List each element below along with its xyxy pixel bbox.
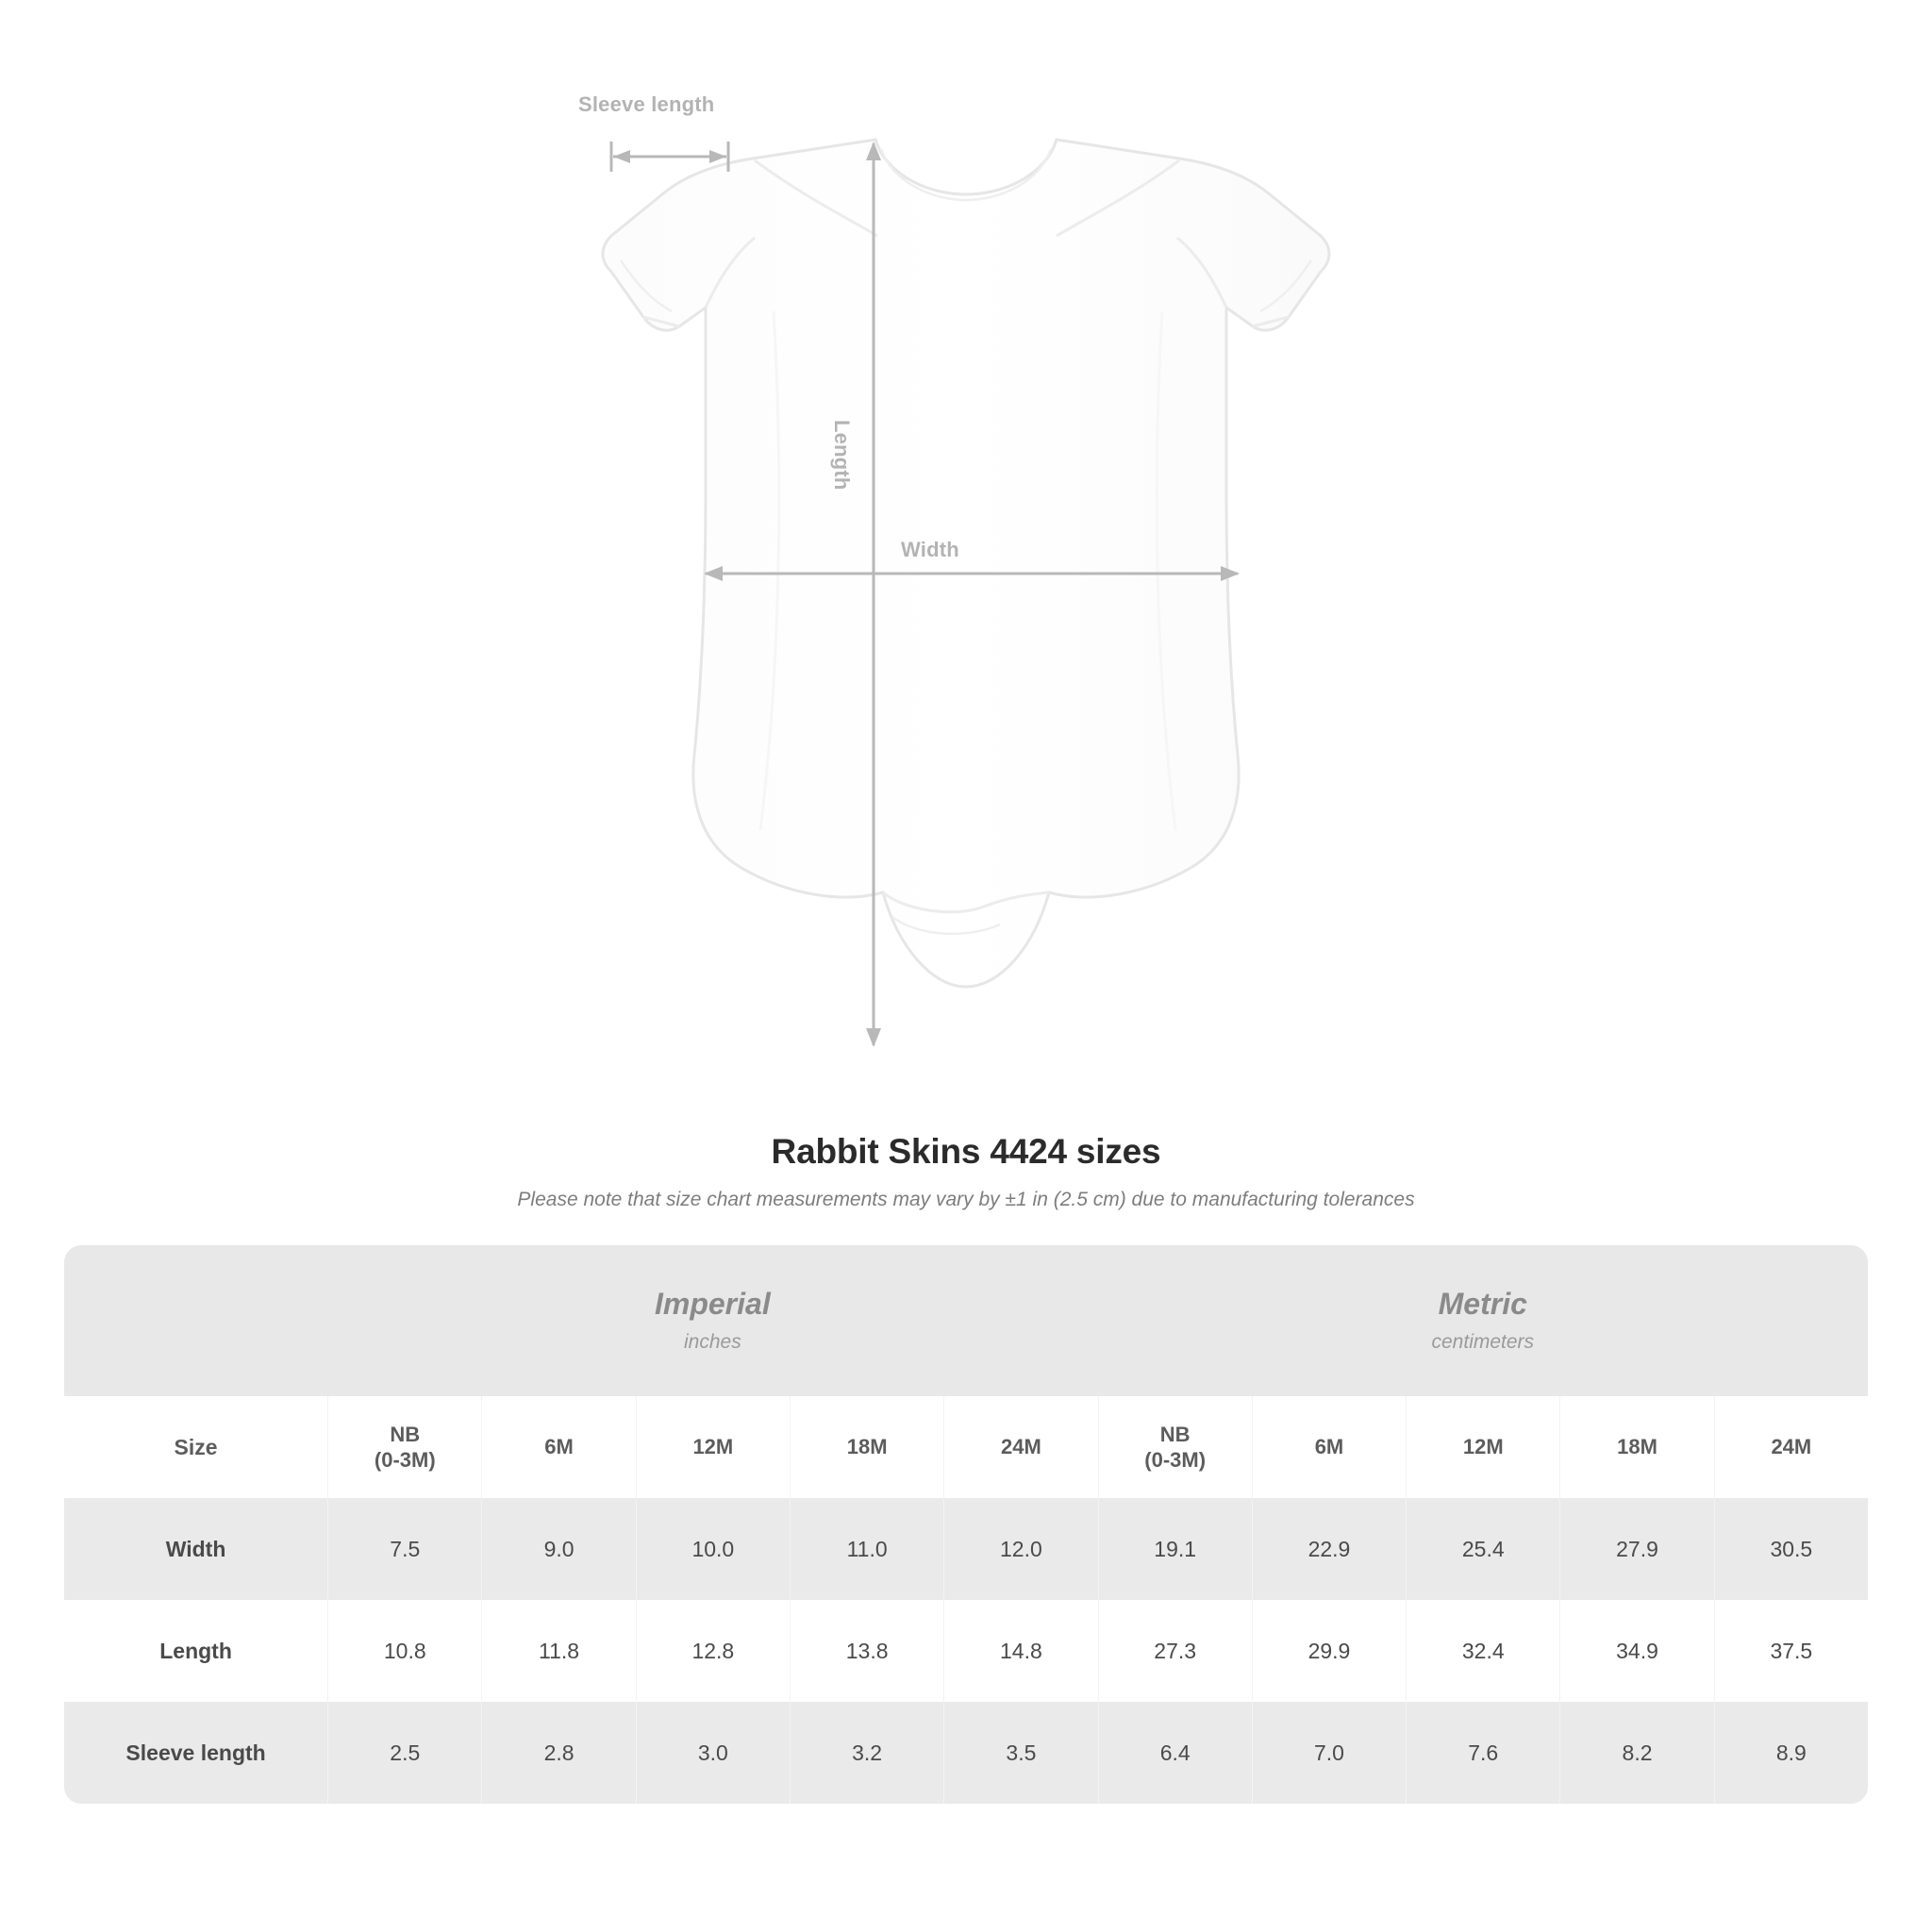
cell-sleeve-nb-imperial: 2.5 <box>327 1702 481 1804</box>
cell-length-6m-imperial: 11.8 <box>481 1600 635 1702</box>
system-name-metric: Metric <box>1438 1287 1527 1322</box>
column-header-6m-metric <box>1252 1396 1406 1498</box>
cell-length-24m-imperial: 14.8 <box>943 1600 1097 1702</box>
cell-width-12m-metric: 25.4 <box>1406 1498 1559 1600</box>
system-header-imperial <box>327 1245 1097 1396</box>
cell-width-24m-imperial: 12.0 <box>943 1498 1097 1600</box>
row-header-width: Width <box>64 1498 327 1600</box>
cell-width-6m-metric: 22.9 <box>1252 1498 1406 1600</box>
cell-length-24m-metric: 37.5 <box>1714 1600 1868 1702</box>
table-row <box>64 1498 1868 1600</box>
cell-length-nb-imperial: 10.8 <box>327 1600 481 1702</box>
system-name-imperial: Imperial <box>654 1287 771 1322</box>
dimension-label-sleeve-length: Sleeve length <box>578 92 715 116</box>
cell-sleeve-18m-metric: 8.2 <box>1559 1702 1713 1804</box>
table-row <box>64 1702 1868 1804</box>
size-sub: (0-3M) <box>374 1448 436 1472</box>
dimension-label-length: Length <box>830 420 854 491</box>
table-row <box>64 1600 1868 1702</box>
column-header-24m-imperial <box>943 1396 1097 1498</box>
cell-sleeve-24m-metric: 8.9 <box>1714 1702 1868 1804</box>
cell-width-24m-metric: 30.5 <box>1714 1498 1868 1600</box>
row-header-length: Length <box>64 1600 327 1702</box>
column-header-18m-metric <box>1559 1396 1713 1498</box>
cell-sleeve-6m-imperial: 2.8 <box>481 1702 635 1804</box>
size-table <box>64 1245 1868 1804</box>
cell-sleeve-nb-metric: 6.4 <box>1098 1702 1252 1804</box>
cell-sleeve-18m-imperial: 3.2 <box>790 1702 943 1804</box>
cell-length-nb-metric: 27.3 <box>1098 1600 1252 1702</box>
cell-sleeve-12m-metric: 7.6 <box>1406 1702 1559 1804</box>
cell-sleeve-6m-metric: 7.0 <box>1252 1702 1406 1804</box>
cell-width-18m-metric: 27.9 <box>1559 1498 1713 1600</box>
size-main: 12M <box>1462 1435 1504 1459</box>
tolerance-note: Please note that size chart measurements may vary by ±1 in (2.5 cm) due to manufacturing tolerances <box>517 1189 1415 1210</box>
dimension-label-width: Width <box>901 538 959 561</box>
column-header-6m-imperial <box>481 1396 635 1498</box>
table-system-header-row <box>64 1245 1868 1396</box>
size-main: 24M <box>1771 1435 1812 1459</box>
row-header-sleeve-length: Sleeve length <box>64 1702 327 1804</box>
system-header-spacer <box>64 1245 327 1396</box>
column-header-nb-metric <box>1098 1396 1252 1498</box>
size-main: 6M <box>1314 1435 1344 1459</box>
cell-length-12m-metric: 32.4 <box>1406 1600 1559 1702</box>
cell-sleeve-24m-imperial: 3.5 <box>943 1702 1097 1804</box>
column-header-nb-imperial <box>327 1396 481 1498</box>
size-main: 24M <box>1001 1435 1041 1459</box>
column-header-size: Size <box>64 1396 327 1498</box>
cell-length-6m-metric: 29.9 <box>1252 1600 1406 1702</box>
cell-sleeve-12m-imperial: 3.0 <box>636 1702 790 1804</box>
size-main: 12M <box>692 1435 734 1459</box>
size-sub: (0-3M) <box>1144 1448 1207 1472</box>
cell-width-nb-imperial: 7.5 <box>327 1498 481 1600</box>
size-main: 18M <box>1617 1435 1657 1459</box>
cell-width-18m-imperial: 11.0 <box>790 1498 943 1600</box>
cell-length-12m-imperial: 12.8 <box>636 1600 790 1702</box>
system-unit-imperial: inches <box>683 1330 741 1353</box>
column-header-24m-metric <box>1714 1396 1868 1498</box>
system-unit-metric: centimeters <box>1431 1330 1535 1353</box>
size-main: NB <box>1159 1422 1191 1446</box>
size-main: NB <box>390 1422 421 1446</box>
title-block <box>0 1132 1932 1211</box>
cell-width-12m-imperial: 10.0 <box>636 1498 790 1600</box>
size-main: 6M <box>544 1435 574 1459</box>
cell-width-6m-imperial: 9.0 <box>481 1498 635 1600</box>
cell-length-18m-imperial: 13.8 <box>790 1600 943 1702</box>
size-table-container <box>64 1245 1868 1804</box>
size-main: 18M <box>846 1435 888 1459</box>
page-title: Rabbit Skins 4424 sizes <box>771 1132 1161 1171</box>
cell-length-18m-metric: 34.9 <box>1559 1600 1713 1702</box>
system-header-metric <box>1098 1245 1868 1396</box>
table-size-header-row <box>64 1396 1868 1498</box>
column-header-12m-metric <box>1406 1396 1559 1498</box>
cell-width-nb-metric: 19.1 <box>1098 1498 1252 1600</box>
column-header-18m-imperial <box>790 1396 943 1498</box>
column-header-12m-imperial <box>636 1396 790 1498</box>
